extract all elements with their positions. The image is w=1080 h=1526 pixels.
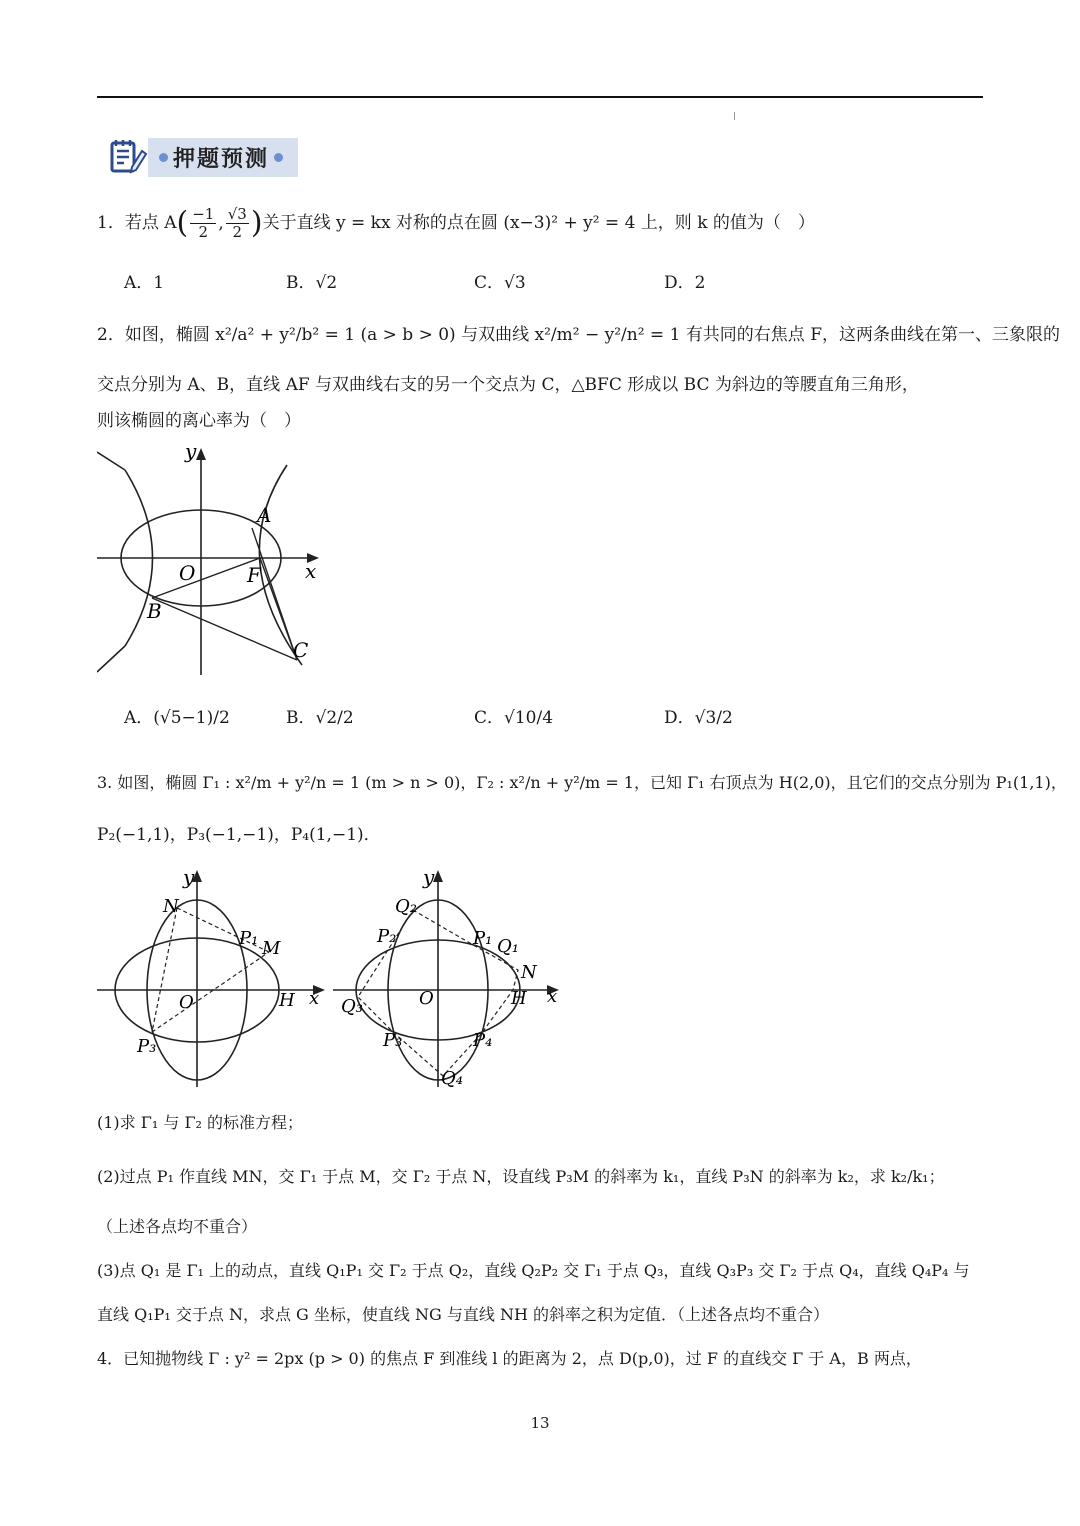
section-title: 押题预测 — [173, 146, 270, 172]
q1-text-b: 关于直线 y = kx 对称的点在圆 (x−3)² + y² = 4 上，则 k 的值为（ ） — [262, 213, 815, 233]
q3-gamma1-equation: x²/m + y²/n = 1 (m > n > 0) — [235, 773, 461, 792]
label-P1: P₁ — [239, 928, 259, 949]
q3-text-c: ，已知 Γ₁ 右顶点为 H(2,0)，且它们的交点分别为 P₁(1,1)， — [633, 773, 1067, 792]
label-A: A — [257, 503, 272, 527]
label-Q1: Q₁ — [497, 936, 519, 957]
q2-line3: 则该椭圆的离心率为（ ） — [97, 411, 301, 431]
label-P3: P₃ — [383, 1030, 403, 1051]
hyperbola-left-head — [97, 452, 125, 470]
q2-figure — [97, 440, 327, 680]
label-x: x — [305, 559, 317, 583]
q1-options — [124, 270, 824, 296]
section-title-box — [148, 138, 298, 177]
q3-figure-1 — [97, 862, 337, 1092]
label-y: y — [423, 865, 435, 889]
q3-figure-2 — [333, 862, 573, 1092]
label-P4: P₄ — [473, 1030, 493, 1051]
q2-line2: 交点分别为 A、B，直线 AF 与双曲线右支的另一个交点为 C，△BFC 形成以 BC 为斜边的等腰直角三角形， — [97, 375, 919, 395]
label-P1: P₁ — [473, 928, 493, 949]
q3-part3-line1: (3)点 Q₁ 是 Γ₁ 上的动点，直线 Q₁P₁ 交 Γ₂ 于点 Q₂，直线 Q₂P₂ 交 Γ₁ 于点 Q₃，直线 Q₃P₃ 交 Γ₂ 于点 Q₄，直线 Q₄P₄ 与 — [97, 1261, 970, 1280]
q3-gamma2-equation: x²/n + y²/m = 1 — [509, 773, 634, 792]
label-N: N — [163, 896, 179, 917]
label-x: x — [309, 988, 320, 1009]
q1-option-c[interactable]: C．√3 — [474, 273, 526, 293]
q2-option-c[interactable]: C．√10/4 — [474, 708, 554, 728]
label-x: x — [547, 986, 558, 1007]
label-N: N — [521, 962, 537, 983]
q2-option-d[interactable]: D．√3/2 — [664, 708, 733, 728]
bullet-dot — [274, 153, 283, 162]
y-axis-arrow — [196, 448, 206, 460]
q1-option-d[interactable]: D．2 — [664, 273, 706, 293]
q3-part3-line2: 直线 Q₁P₁ 交于点 N，求点 G 坐标，使直线 NG 与直线 NH 的斜率之积为定值．（上述各点均不重合） — [97, 1305, 830, 1324]
q3-part1: (1)求 Γ₁ 与 Γ₂ 的标准方程； — [97, 1113, 304, 1132]
q2-text-c: 有共同的右焦点 F，这两条曲线在第一、三象限的 — [685, 325, 1061, 345]
label-H: H — [511, 988, 527, 1009]
notepad-pencil-icon — [108, 137, 148, 177]
label-Q3: Q₃ — [341, 996, 363, 1017]
q1-option-a[interactable]: A．1 — [124, 273, 165, 293]
bullet-dot — [159, 153, 168, 162]
label-O: O — [179, 992, 194, 1013]
q3-text-a: 3. 如图，椭圆 Γ₁ : — [97, 773, 231, 792]
label-F: F — [247, 563, 261, 587]
label-P3: P₃ — [137, 1036, 157, 1057]
label-B: B — [147, 599, 162, 623]
q2-option-b[interactable]: B．√2/2 — [286, 708, 354, 728]
q1-text-a: 1．若点 A — [97, 213, 177, 233]
label-Q2: Q₂ — [395, 896, 417, 917]
q2-ellipse-equation: x²/a² + y²/b² = 1 (a > b > 0) — [215, 325, 456, 345]
label-P2: P₂ — [377, 926, 397, 947]
q1-stem: 1．若点 A( $\frac{-1}{2}$ , $\frac{√3}{2}$ )关于直线 y = kx 对称的点在圆 (x−3)² + y² = 4 上，则 k 的值为（ ） — [97, 205, 815, 241]
q1-option-b[interactable]: B．√2 — [286, 273, 338, 293]
q3-line1 — [97, 770, 1067, 796]
q2-line1 — [97, 322, 1060, 348]
hyperbola-left-tail — [97, 646, 125, 672]
y-axis-arrow — [433, 870, 443, 882]
q2-text-b: 与双曲线 — [461, 325, 530, 345]
line-P3N — [152, 908, 177, 1032]
q1-point-y: $\frac{√3}{2}$ — [227, 205, 247, 241]
label-y: y — [183, 865, 195, 889]
q2-hyperbola-equation: x²/m² − y²/n² = 1 — [534, 325, 681, 345]
line-P3M — [152, 952, 269, 1032]
q3-part2-note: （上述各点均不重合） — [97, 1217, 258, 1236]
q3-text-b: ，Γ₂ : — [460, 773, 505, 792]
q2-option-a[interactable]: A．(√5−1)/2 — [124, 708, 230, 728]
page-mark — [734, 112, 735, 120]
line-BC — [152, 598, 297, 660]
label-M: M — [262, 938, 281, 959]
q3-part2: (2)过点 P₁ 作直线 MN，交 Γ₁ 于点 M，交 Γ₂ 于点 N，设直线 P₃M 的斜率为 k₁，直线 P₃N 的斜率为 k₂，求 k₂/k₁； — [97, 1167, 945, 1186]
q1-point-x: $\frac{-1}{2}$ — [192, 205, 215, 241]
label-Q4: Q₄ — [441, 1068, 463, 1089]
label-H: H — [279, 990, 295, 1011]
label-O: O — [179, 561, 196, 585]
q4-line1: 4．已知抛物线 Γ : y² = 2px (p > 0) 的焦点 F 到准线 l 的距离为 2，点 D(p,0)，过 F 的直线交 Γ 于 A，B 两点， — [97, 1349, 922, 1368]
q2-options — [124, 705, 824, 745]
label-C: C — [293, 638, 309, 662]
page-number: 13 — [530, 1414, 550, 1432]
label-y: y — [185, 440, 197, 463]
q3-line2: P₂(−1,1)，P₃(−1,−1)，P₄(1,−1)． — [97, 825, 381, 845]
line-BF — [152, 558, 260, 598]
section-header — [108, 136, 298, 178]
q2-text-a: 2．如图，椭圆 — [97, 325, 210, 345]
line-FC — [260, 558, 297, 660]
label-O: O — [419, 988, 434, 1009]
header-rule — [97, 96, 983, 98]
